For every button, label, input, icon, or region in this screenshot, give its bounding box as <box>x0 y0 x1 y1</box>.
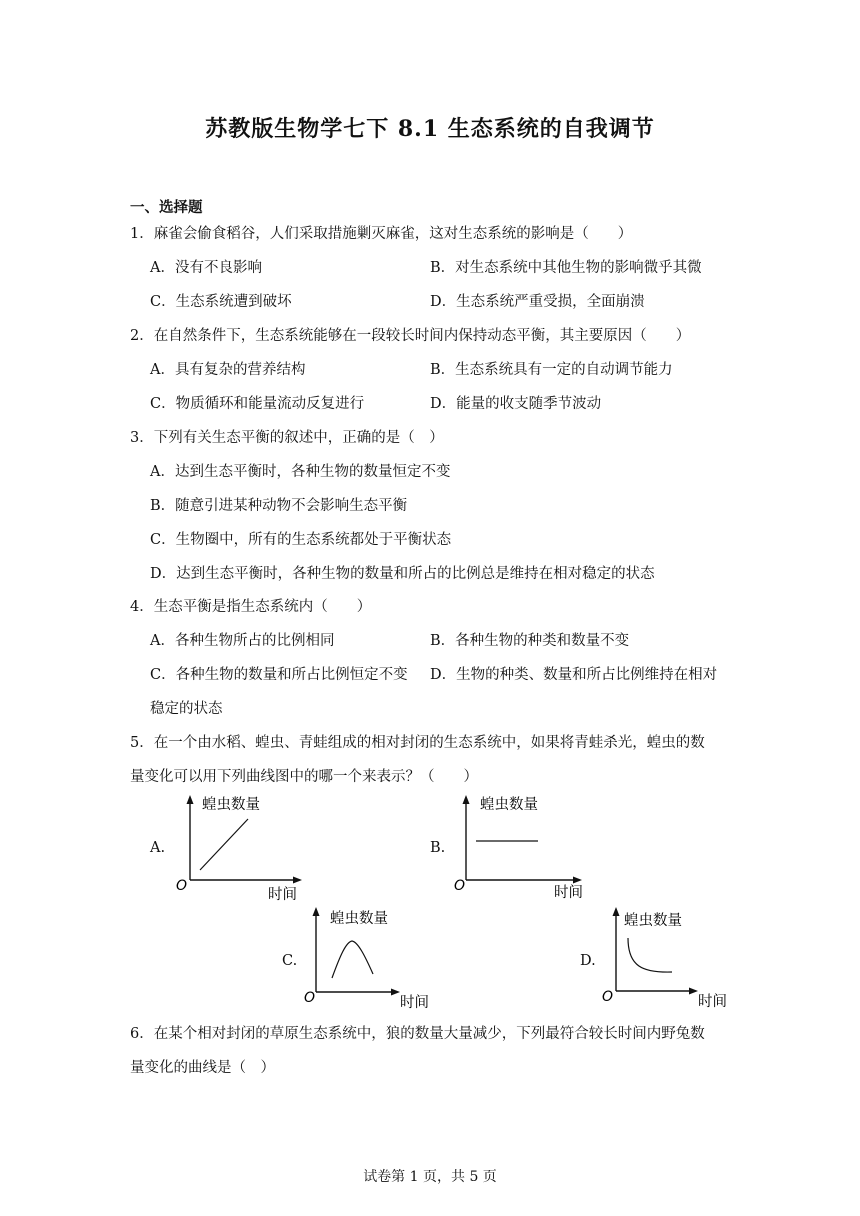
x-axis-arrow <box>293 877 302 884</box>
q5-option-c-letter: C. <box>282 953 298 969</box>
question-1-stem: 1．麻雀会偷食稻谷，人们采取措施剿灭麻雀，这对生态系统的影响是（ ） <box>130 226 633 242</box>
q5-graph-a <box>172 792 312 904</box>
y-label: 蝗虫数量 <box>624 913 682 929</box>
q1-option-d: D．生态系统严重受损，全面崩溃 <box>430 294 645 310</box>
x-axis-arrow <box>573 877 582 884</box>
question-5-stem-line-1: 5．在一个由水稻、蝗虫、青蛙组成的相对封闭的生态系统中，如果将青蛙杀光，蝗虫的数 <box>130 735 705 751</box>
q5-graph-b <box>452 792 592 904</box>
page-footer: 试卷第 1 页，共 5 页 <box>363 1169 497 1185</box>
curve-rise-fall <box>332 941 373 978</box>
x-label: 时间 <box>268 887 297 903</box>
q3-option-c: C．生物圈中，所有的生态系统都处于平衡状态 <box>150 532 452 548</box>
section-heading: 一、选择题 <box>130 199 203 216</box>
q3-option-b: B．随意引进某种动物不会影响生态平衡 <box>150 498 408 514</box>
q4-option-c: C．各种生物的数量和所占比例恒定不变 <box>150 667 408 683</box>
q5-graph-c <box>302 904 442 1016</box>
x-axis-arrow <box>391 989 400 996</box>
curve-rising <box>200 819 248 870</box>
question-5-stem-line-2: 量变化可以用下列曲线图中的哪一个来表示？（ ） <box>130 769 478 785</box>
q5-option-d-letter: D. <box>580 953 596 969</box>
y-label: 蝗虫数量 <box>330 911 388 927</box>
question-2-stem: 2．在自然条件下，生态系统能够在一段较长时间内保持动态平衡，其主要原因（ ） <box>130 328 691 344</box>
y-axis-arrow <box>613 907 620 916</box>
origin-label: O <box>176 878 188 894</box>
question-4-stem: 4．生态平衡是指生态系统内（ ） <box>130 599 372 615</box>
q2-option-d: D．能量的收支随季节波动 <box>430 396 602 412</box>
q1-option-a: A．没有不良影响 <box>150 260 262 276</box>
y-axis-arrow <box>313 907 320 916</box>
q4-option-d-cont: 稳定的状态 <box>150 701 223 717</box>
q5-option-a-letter: A. <box>150 840 166 856</box>
question-6-stem-line-2: 量变化的曲线是（ ） <box>130 1060 275 1076</box>
q1-option-b: B．对生态系统中其他生物的影响微乎其微 <box>430 260 702 276</box>
q3-option-d: D．达到生态平衡时，各种生物的数量和所占的比例总是维持在相对稳定的状态 <box>150 566 655 582</box>
q4-option-a: A．各种生物所占的比例相同 <box>150 633 335 649</box>
q2-option-b: B．生态系统具有一定的自动调节能力 <box>430 362 673 378</box>
q4-option-b: B．各种生物的种类和数量不变 <box>430 633 630 649</box>
y-axis-arrow <box>187 795 194 804</box>
x-label: 时间 <box>698 994 727 1010</box>
question-6-stem-line-1: 6．在某个相对封闭的草原生态系统中，狼的数量大量减少，下列最符合较长时间内野兔数 <box>130 1026 705 1042</box>
origin-label: O <box>304 990 316 1006</box>
q5-graph-d <box>600 904 740 1016</box>
x-label: 时间 <box>554 885 583 901</box>
q4-option-d: D．生物的种类、数量和所占比例维持在相对 <box>430 667 718 683</box>
q2-option-c: C．物质循环和能量流动反复进行 <box>150 396 365 412</box>
y-label: 蝗虫数量 <box>480 797 538 813</box>
q5-option-b-letter: B. <box>430 840 446 856</box>
x-label: 时间 <box>400 995 429 1011</box>
y-label: 蝗虫数量 <box>202 797 260 813</box>
q1-option-c: C．生态系统遭到破坏 <box>150 294 292 310</box>
curve-decline <box>628 938 672 972</box>
y-axis-arrow <box>463 795 470 804</box>
q3-option-a: A．达到生态平衡时，各种生物的数量恒定不变 <box>150 464 451 480</box>
q2-option-a: A．具有复杂的营养结构 <box>150 362 306 378</box>
origin-label: O <box>602 989 614 1005</box>
origin-label: O <box>454 878 466 894</box>
question-3-stem: 3．下列有关生态平衡的叙述中，正确的是（ ） <box>130 430 444 446</box>
page-title: 苏教版生物学七下 8.1 生态系统的自我调节 <box>205 116 655 142</box>
x-axis-arrow <box>689 988 698 995</box>
